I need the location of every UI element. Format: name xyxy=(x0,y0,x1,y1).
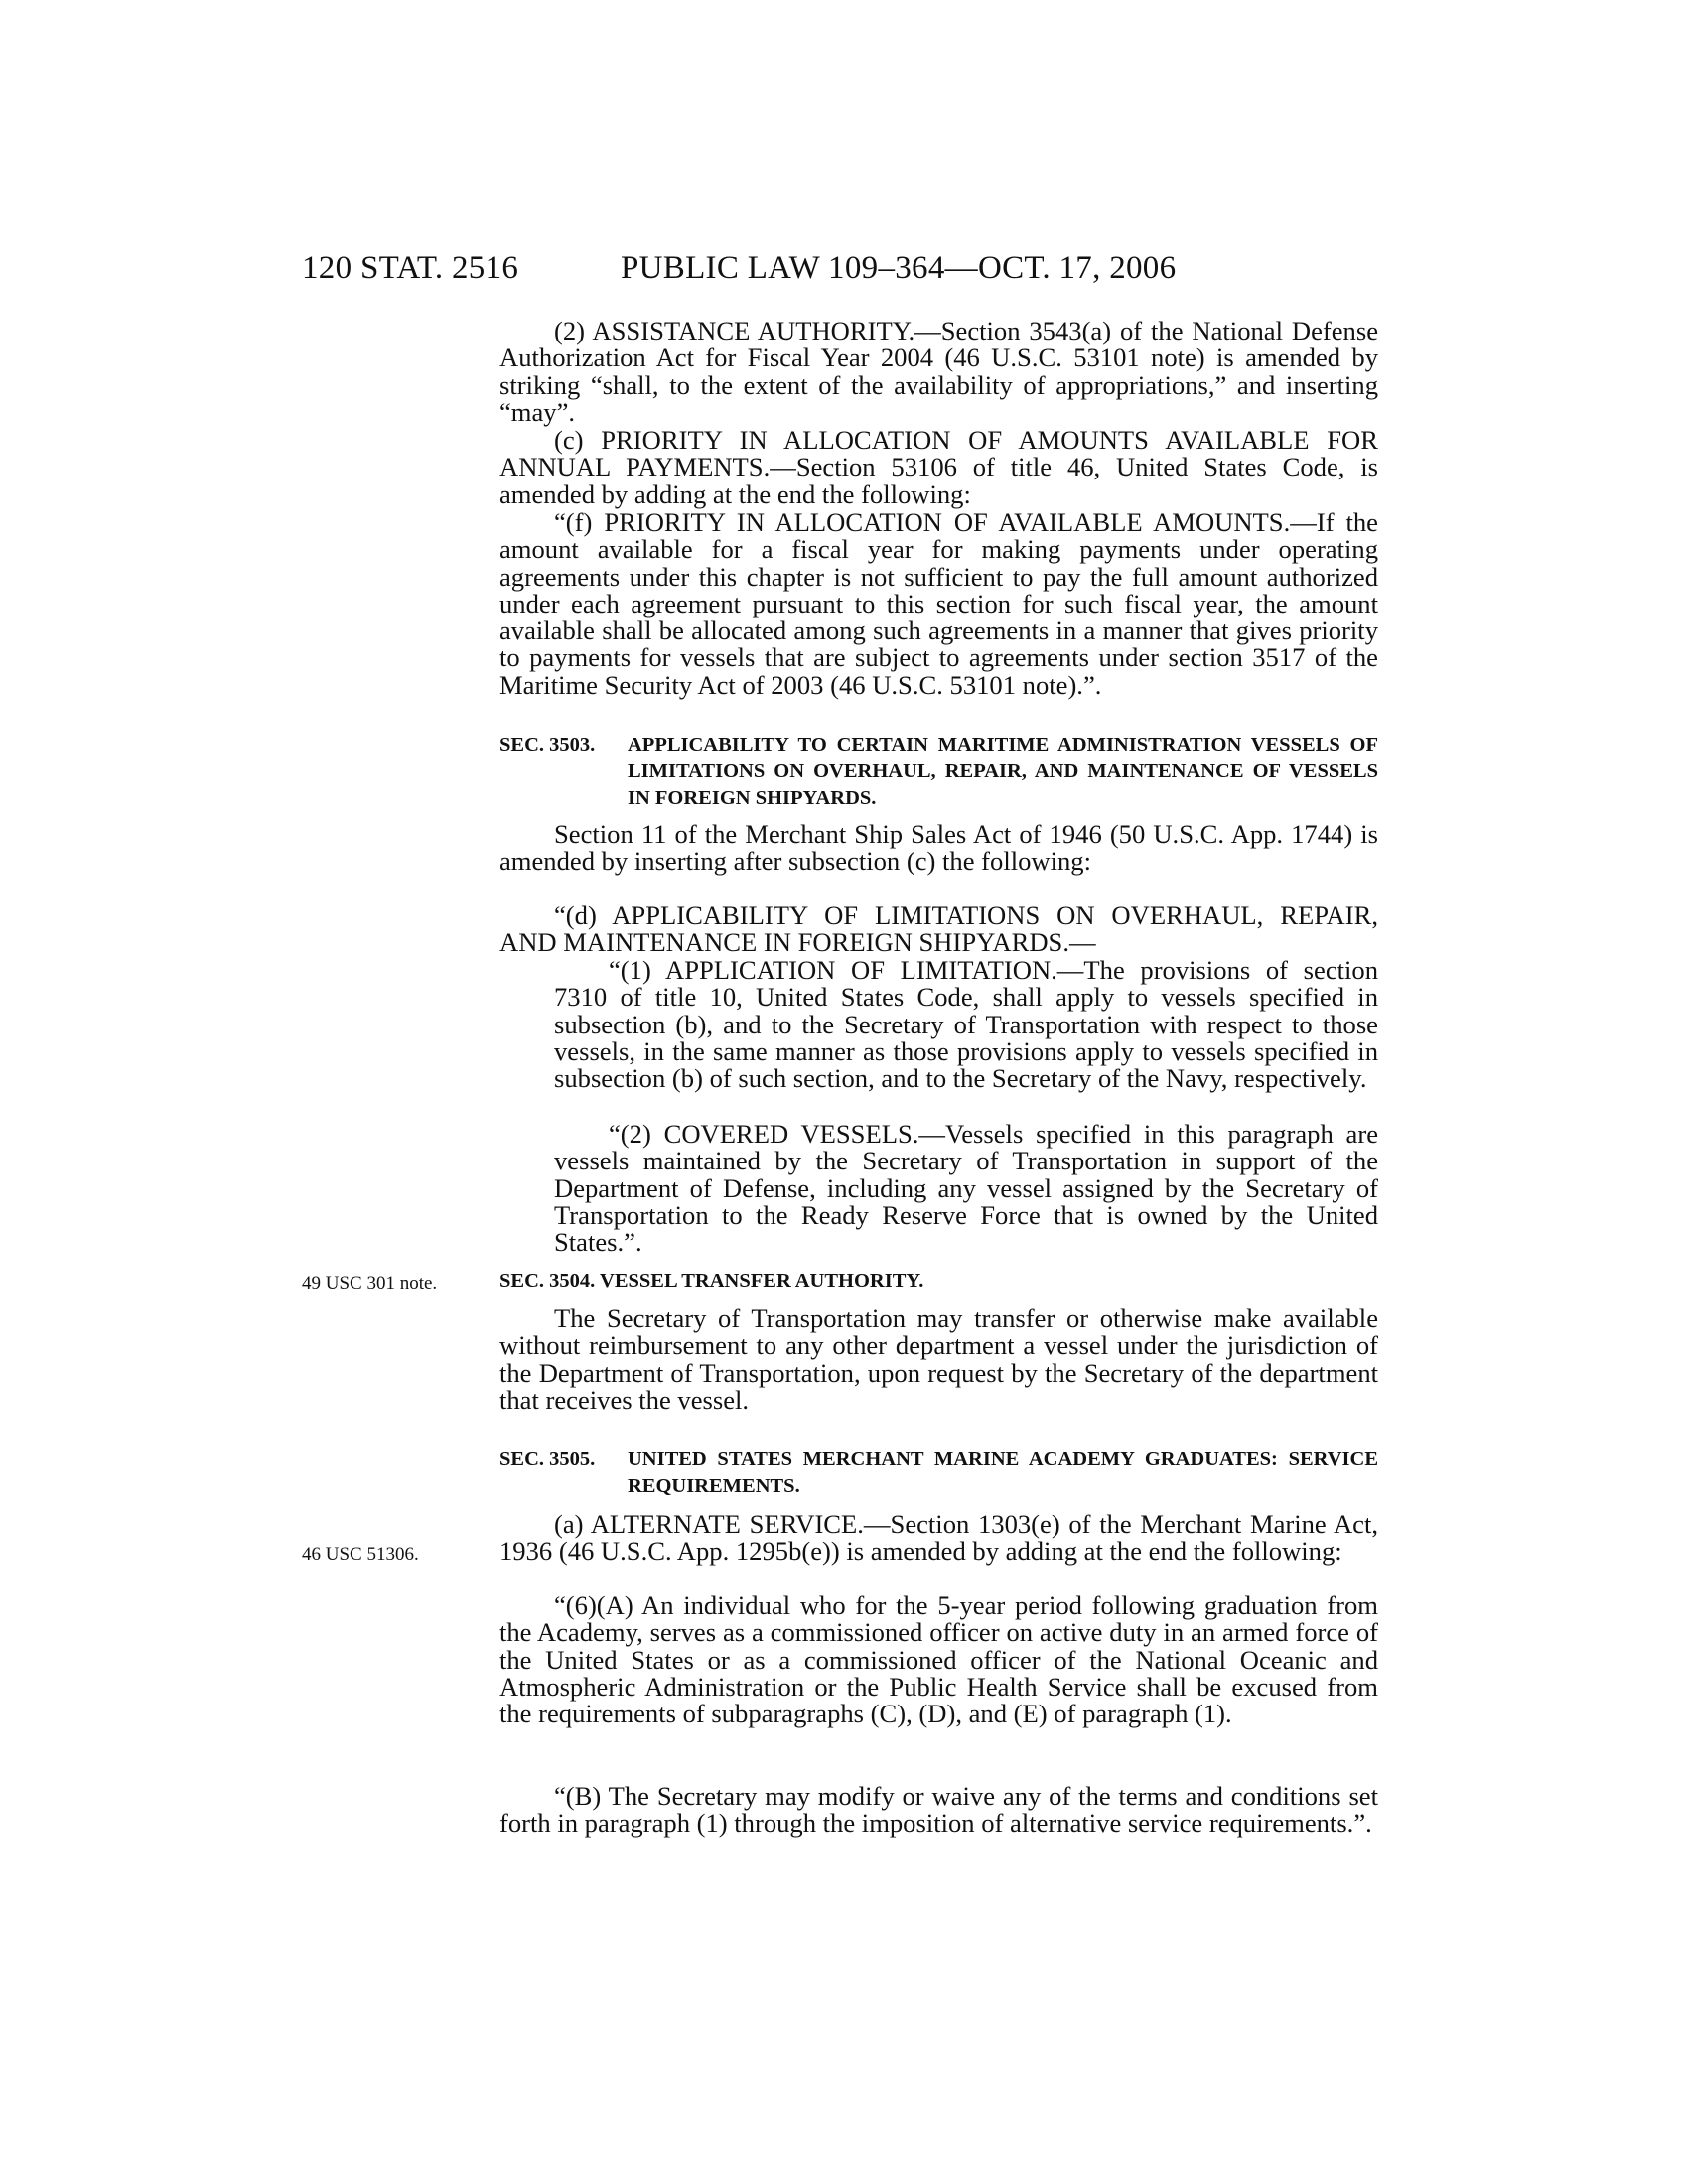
section-3505-title: UNITED STATES MERCHANT MARINE ACADEMY GRADUATES: SERVICE REQUIREMENTS. xyxy=(628,1448,1378,1497)
section-3503-number: SEC. 3503. xyxy=(499,734,596,755)
running-header: PUBLIC LAW 109–364—OCT. 17, 2006 xyxy=(621,250,1177,286)
margin-note-46-usc: 46 USC 51306. xyxy=(302,1544,419,1565)
paragraph-6-a: “(6)(A) An individual who for the 5-year period following graduation from the Academy, serves as a commissioned officer on active duty in an armed force of the United States or as a commissioned officer of the National Oceanic and Atmospheric Administration or the Public Health Service shall be excused from the requirements of subparagraphs (C), (D), and (E) of paragraph (1). xyxy=(499,1590,1378,1729)
paragraph-vessel-transfer: The Secretary of Transportation may transfer or otherwise make available without reimbursement to any other department a vessel under the jurisdiction of the Department of Transportation, upon request by the Secretary of the department that receives the vessel. xyxy=(499,1303,1378,1415)
paragraph-merchant-ship-sales-act: Section 11 of the Merchant Ship Sales Act of 1946 (50 U.S.C. App. 1744) is amended by inserting after subsection (c) the following: xyxy=(499,819,1378,877)
page-statute-number: 120 STAT. 2516 xyxy=(302,250,519,286)
paragraph-alternate-service: (a) ALTERNATE SERVICE.—Section 1303(e) of the Merchant Marine Act, 1936 (46 U.S.C. App. 1295b(e)) is amended by adding at the end the following: xyxy=(499,1509,1378,1567)
paragraph-6-b: “(B) The Secretary may modify or waive any of the terms and conditions set forth in paragraph (1) through the imposition of alternative service requirements.”. xyxy=(499,1781,1378,1839)
paragraph-priority-allocation: (c) PRIORITY IN ALLOCATION OF AMOUNTS AVAILABLE FOR ANNUAL PAYMENTS.—Section 53106 of title 46, United States Code, is amended by adding at the end the following: xyxy=(499,425,1378,509)
paragraph-subsection-d: “(d) APPLICABILITY OF LIMITATIONS ON OVERHAUL, REPAIR, AND MAINTENANCE IN FOREIGN SHIPYARDS.— xyxy=(499,900,1378,958)
paragraph-application-of-limitation: “(1) APPLICATION OF LIMITATION.—The provisions of section 7310 of title 10, United States Code, shall apply to vessels specified in subsection (b), and to the Secretary of Transportation with respect to those vessels, in the same manner as those provisions apply to vessels specified in subsection (b) of such section, and to the Secretary of the Navy, respectively. xyxy=(554,955,1378,1094)
section-3503-title: APPLICABILITY TO CERTAIN MARITIME ADMINISTRATION VESSELS OF LIMITATIONS ON OVERHAUL, REPAIR, AND MAINTENANCE OF VESSELS IN FOREIGN SHIPYARDS. xyxy=(628,734,1378,809)
section-3504-heading: SEC. 3504. VESSEL TRANSFER AUTHORITY. xyxy=(499,1270,924,1292)
paragraph-subsection-f: “(f) PRIORITY IN ALLOCATION OF AVAILABLE AMOUNTS.—If the amount available for a fiscal year for making payments under operating agreements under this chapter is not sufficient to pay the full amount authorized under each agreement pursuant to this section for such fiscal year, the amount available shall be allocated among such agreements in a manner that gives priority to payments for vessels that are subject to agreements under section 3517 of the Maritime Security Act of 2003 (46 U.S.C. 53101 note).”. xyxy=(499,507,1378,700)
margin-note-49-usc: 49 USC 301 note. xyxy=(302,1273,438,1294)
section-3503-heading xyxy=(499,732,1378,812)
section-3505-heading xyxy=(499,1446,1378,1500)
paragraph-assistance-authority: (2) ASSISTANCE AUTHORITY.—Section 3543(a) of the National Defense Authorization Act for Fiscal Year 2004 (46 U.S.C. 53101 note) is amended by striking “shall, to the extent of the availability of appropriations,” and inserting “may”. xyxy=(499,316,1378,427)
paragraph-covered-vessels: “(2) COVERED VESSELS.—Vessels specified in this paragraph are vessels maintained by the Secretary of Transportation in support of the Department of Defense, including any vessel assigned by the Secretary of Transportation to the Ready Reserve Force that is owned by the United States.”. xyxy=(554,1119,1378,1258)
section-3505-number: SEC. 3505. xyxy=(499,1448,596,1470)
